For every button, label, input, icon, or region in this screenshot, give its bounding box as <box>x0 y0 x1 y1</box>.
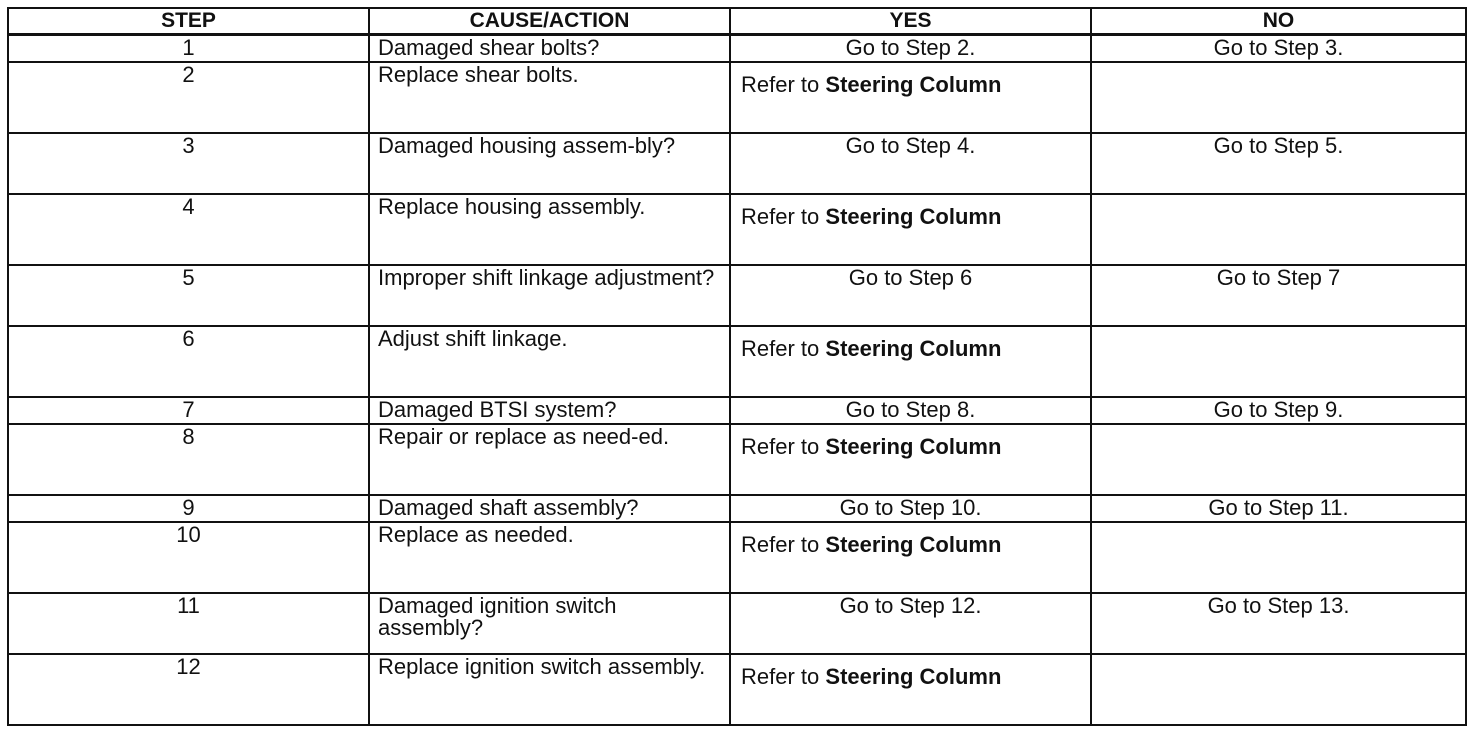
cause-action: Damaged housing assem-bly? <box>369 133 730 194</box>
reference-target: Steering Column <box>825 336 1002 361</box>
table-row <box>8 397 1466 424</box>
step-number: 2 <box>8 62 369 133</box>
yes-action: Go to Step 6 <box>730 265 1091 326</box>
table-row <box>8 522 1466 593</box>
table-row <box>8 326 1466 397</box>
no-action <box>1091 326 1466 397</box>
cause-action: Repair or replace as need-ed. <box>369 424 730 495</box>
cause-action: Damaged ignition switch assembly? <box>369 593 730 654</box>
table-row <box>8 194 1466 265</box>
no-action <box>1091 424 1466 495</box>
diagnostic-table <box>7 7 1467 726</box>
yes-action: Go to Step 10. <box>730 495 1091 522</box>
reference-prefix: Refer to <box>741 72 820 97</box>
step-number: 6 <box>8 326 369 397</box>
step-number: 11 <box>8 593 369 654</box>
step-number: 9 <box>8 495 369 522</box>
no-action: Go to Step 9. <box>1091 397 1466 424</box>
cause-action: Replace housing assembly. <box>369 194 730 265</box>
header-no: NO <box>1091 8 1466 35</box>
no-action <box>1091 522 1466 593</box>
cause-action: Improper shift linkage adjustment? <box>369 265 730 326</box>
table-row <box>8 593 1466 654</box>
table-row <box>8 133 1466 194</box>
step-number: 7 <box>8 397 369 424</box>
cause-action: Replace ignition switch assembly. <box>369 654 730 725</box>
yes-reference <box>730 522 1091 593</box>
yes-reference <box>730 194 1091 265</box>
yes-reference <box>730 62 1091 133</box>
cause-action: Damaged BTSI system? <box>369 397 730 424</box>
no-action: Go to Step 3. <box>1091 35 1466 63</box>
reference-target: Steering Column <box>825 204 1002 229</box>
cause-action: Replace as needed. <box>369 522 730 593</box>
header-yes: YES <box>730 8 1091 35</box>
yes-action: Go to Step 2. <box>730 35 1091 63</box>
no-action <box>1091 194 1466 265</box>
no-action <box>1091 62 1466 133</box>
cause-action: Adjust shift linkage. <box>369 326 730 397</box>
yes-action: Go to Step 8. <box>730 397 1091 424</box>
yes-action: Go to Step 4. <box>730 133 1091 194</box>
yes-action: Go to Step 12. <box>730 593 1091 654</box>
step-number: 8 <box>8 424 369 495</box>
no-action: Go to Step 11. <box>1091 495 1466 522</box>
yes-reference <box>730 326 1091 397</box>
no-action <box>1091 654 1466 725</box>
reference-target: Steering Column <box>825 434 1002 459</box>
step-number: 5 <box>8 265 369 326</box>
reference-prefix: Refer to <box>741 204 820 229</box>
table-row <box>8 424 1466 495</box>
reference-target: Steering Column <box>825 664 1002 689</box>
reference-prefix: Refer to <box>741 532 820 557</box>
reference-prefix: Refer to <box>741 336 820 361</box>
step-number: 10 <box>8 522 369 593</box>
reference-prefix: Refer to <box>741 434 820 459</box>
table-row <box>8 265 1466 326</box>
no-action: Go to Step 13. <box>1091 593 1466 654</box>
table-row <box>8 62 1466 133</box>
yes-reference <box>730 654 1091 725</box>
table-row <box>8 654 1466 725</box>
step-number: 1 <box>8 35 369 63</box>
header-row <box>8 8 1466 35</box>
step-number: 4 <box>8 194 369 265</box>
cause-action: Replace shear bolts. <box>369 62 730 133</box>
step-number: 12 <box>8 654 369 725</box>
yes-reference <box>730 424 1091 495</box>
cause-action: Damaged shear bolts? <box>369 35 730 63</box>
table-row <box>8 35 1466 63</box>
reference-target: Steering Column <box>825 72 1002 97</box>
step-number: 3 <box>8 133 369 194</box>
reference-target: Steering Column <box>825 532 1002 557</box>
cause-action: Damaged shaft assembly? <box>369 495 730 522</box>
no-action: Go to Step 7 <box>1091 265 1466 326</box>
header-cause-action: CAUSE/ACTION <box>369 8 730 35</box>
reference-prefix: Refer to <box>741 664 820 689</box>
no-action: Go to Step 5. <box>1091 133 1466 194</box>
header-step: STEP <box>8 8 369 35</box>
table-row <box>8 495 1466 522</box>
